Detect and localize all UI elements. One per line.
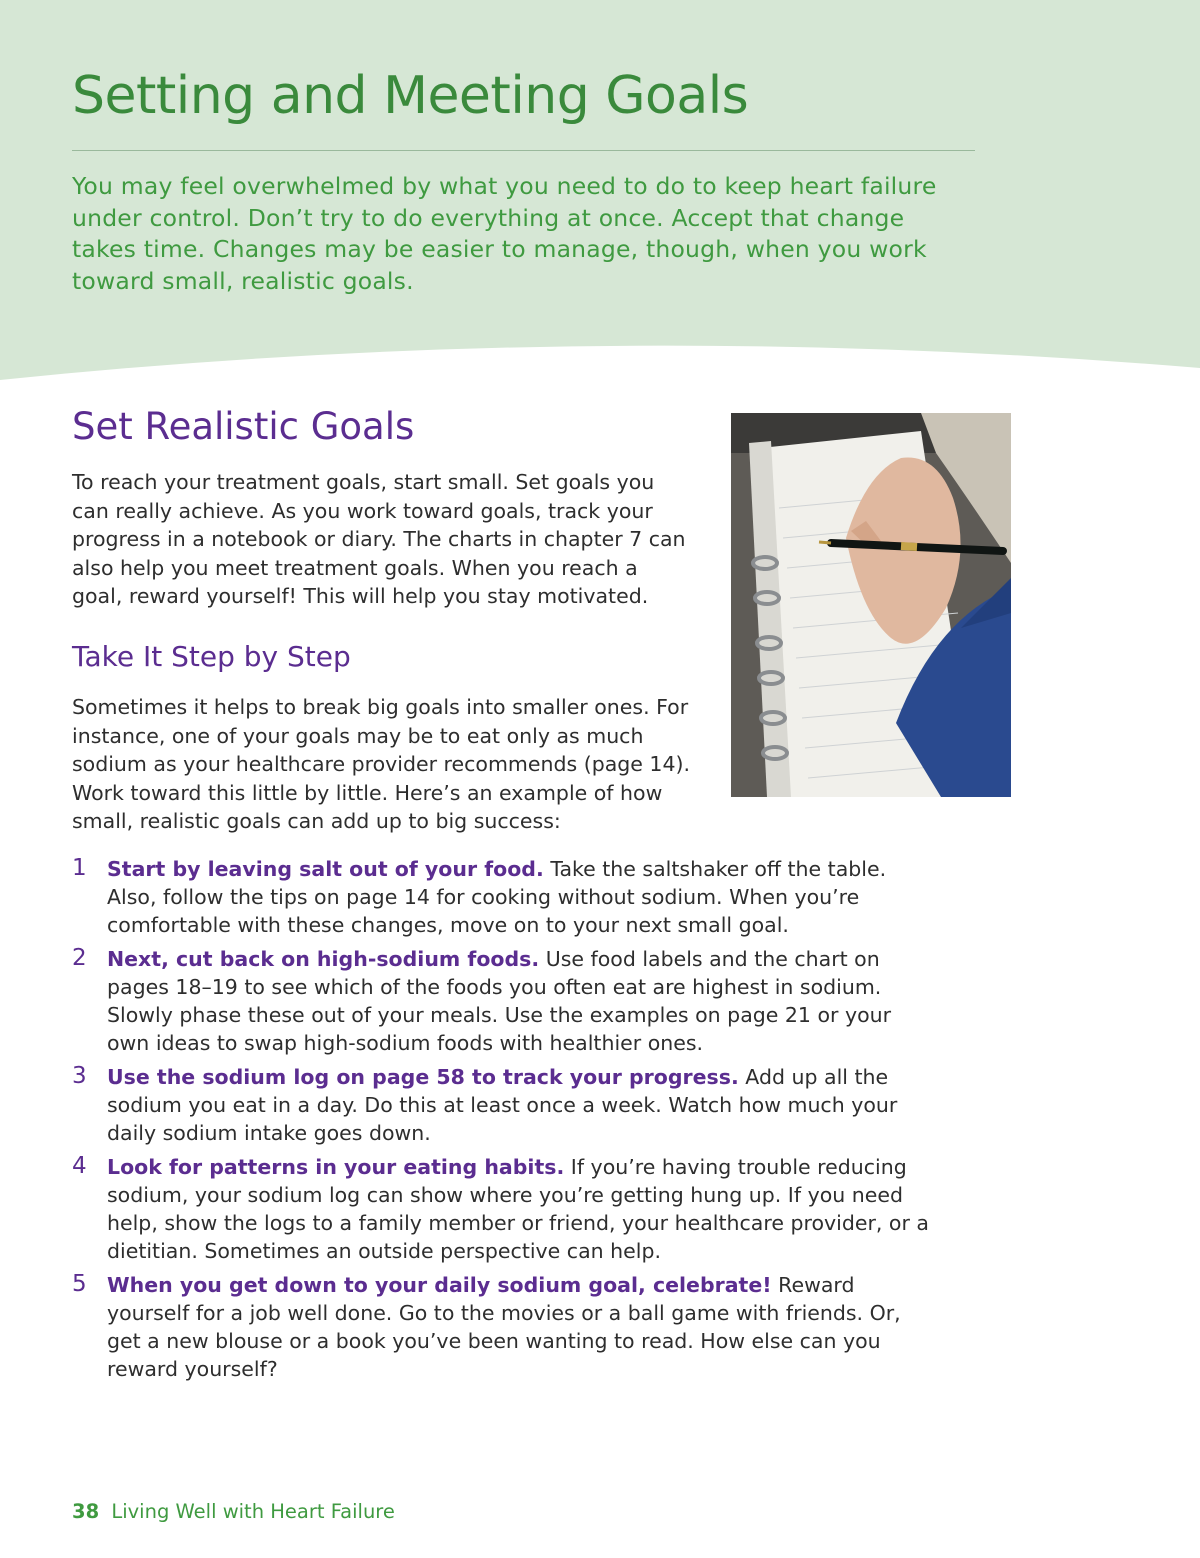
step-number: 2 (72, 945, 87, 971)
list-item (72, 945, 932, 1057)
title-divider (72, 150, 975, 151)
planner-writing-photo (731, 413, 1011, 797)
list-item (72, 1271, 932, 1383)
subsection-heading: Take It Step by Step (72, 640, 351, 673)
step-text: Use food labels and the chart on pages 18–19 to see which of the foods you often eat are highest in sodium. Slowly phase these out of your meals. Use the examples on page 21 or your own ideas to swap high-sodium foods with healthier ones. (107, 947, 892, 1055)
list-item (72, 1063, 932, 1147)
step-text: Take the saltshaker off the table. Also, follow the tips on page 14 for cooking without sodium. When you’re comfortable with these changes, move on to your next small goal. (107, 857, 887, 937)
step-text: If you’re having trouble reducing sodium, your sodium log can show where you’re getting hung up. If you need help, show the logs to a family member or friend, your healthcare provider, or a dietitian. Sometimes an outside perspective can help. (107, 1155, 929, 1263)
step-lead: Use the sodium log on page 58 to track your progress. (107, 1065, 739, 1089)
step-lead: Start by leaving salt out of your food. (107, 857, 544, 881)
step-number: 3 (72, 1063, 87, 1089)
step-text: Reward yourself for a job well done. Go to the movies or a ball game with friends. Or, get a new blouse or a book you’ve been wanting to read. How else can you reward yourself? (107, 1273, 901, 1381)
list-item (72, 1153, 932, 1265)
list-item (72, 855, 932, 939)
intro-paragraph: You may feel overwhelmed by what you need to do to keep heart failure under control. Don’t try to do everything at once. Accept that change takes time. Changes may be easier to manage, though, when you work toward small, realistic goals. (72, 172, 937, 295)
step-lead: Look for patterns in your eating habits. (107, 1155, 565, 1179)
section-paragraph: To reach your treatment goals, start small. Set goals you can really achieve. As you work toward goals, track your progress in a notebook or diary. The charts in chapter 7 can also help you meet treatment goals. When you reach a goal, reward yourself! This will help you stay motivated. (72, 470, 686, 608)
step-number: 1 (72, 855, 87, 881)
step-number: 4 (72, 1153, 87, 1179)
step-lead: When you get down to your daily sodium goal, celebrate! (107, 1273, 772, 1297)
step-text: Add up all the sodium you eat in a day. Do this at least once a week. Watch how much your daily sodium intake goes down. (107, 1065, 898, 1145)
book-title: Living Well with Heart Failure (111, 1500, 395, 1523)
step-lead: Next, cut back on high-sodium foods. (107, 947, 540, 971)
page-footer (72, 1500, 395, 1523)
section-heading: Set Realistic Goals (72, 405, 415, 448)
page-number: 38 (72, 1500, 100, 1523)
page-title: Setting and Meeting Goals (72, 66, 749, 126)
steps-list (72, 855, 932, 1389)
step-number: 5 (72, 1271, 87, 1297)
subsection-paragraph: Sometimes it helps to break big goals into smaller ones. For instance, one of your goals may be to eat only as much sodium as your healthcare provider recommends (page 14). Work toward this little by little. Here’s an example of how small, realistic goals can add up to big success: (72, 695, 691, 833)
